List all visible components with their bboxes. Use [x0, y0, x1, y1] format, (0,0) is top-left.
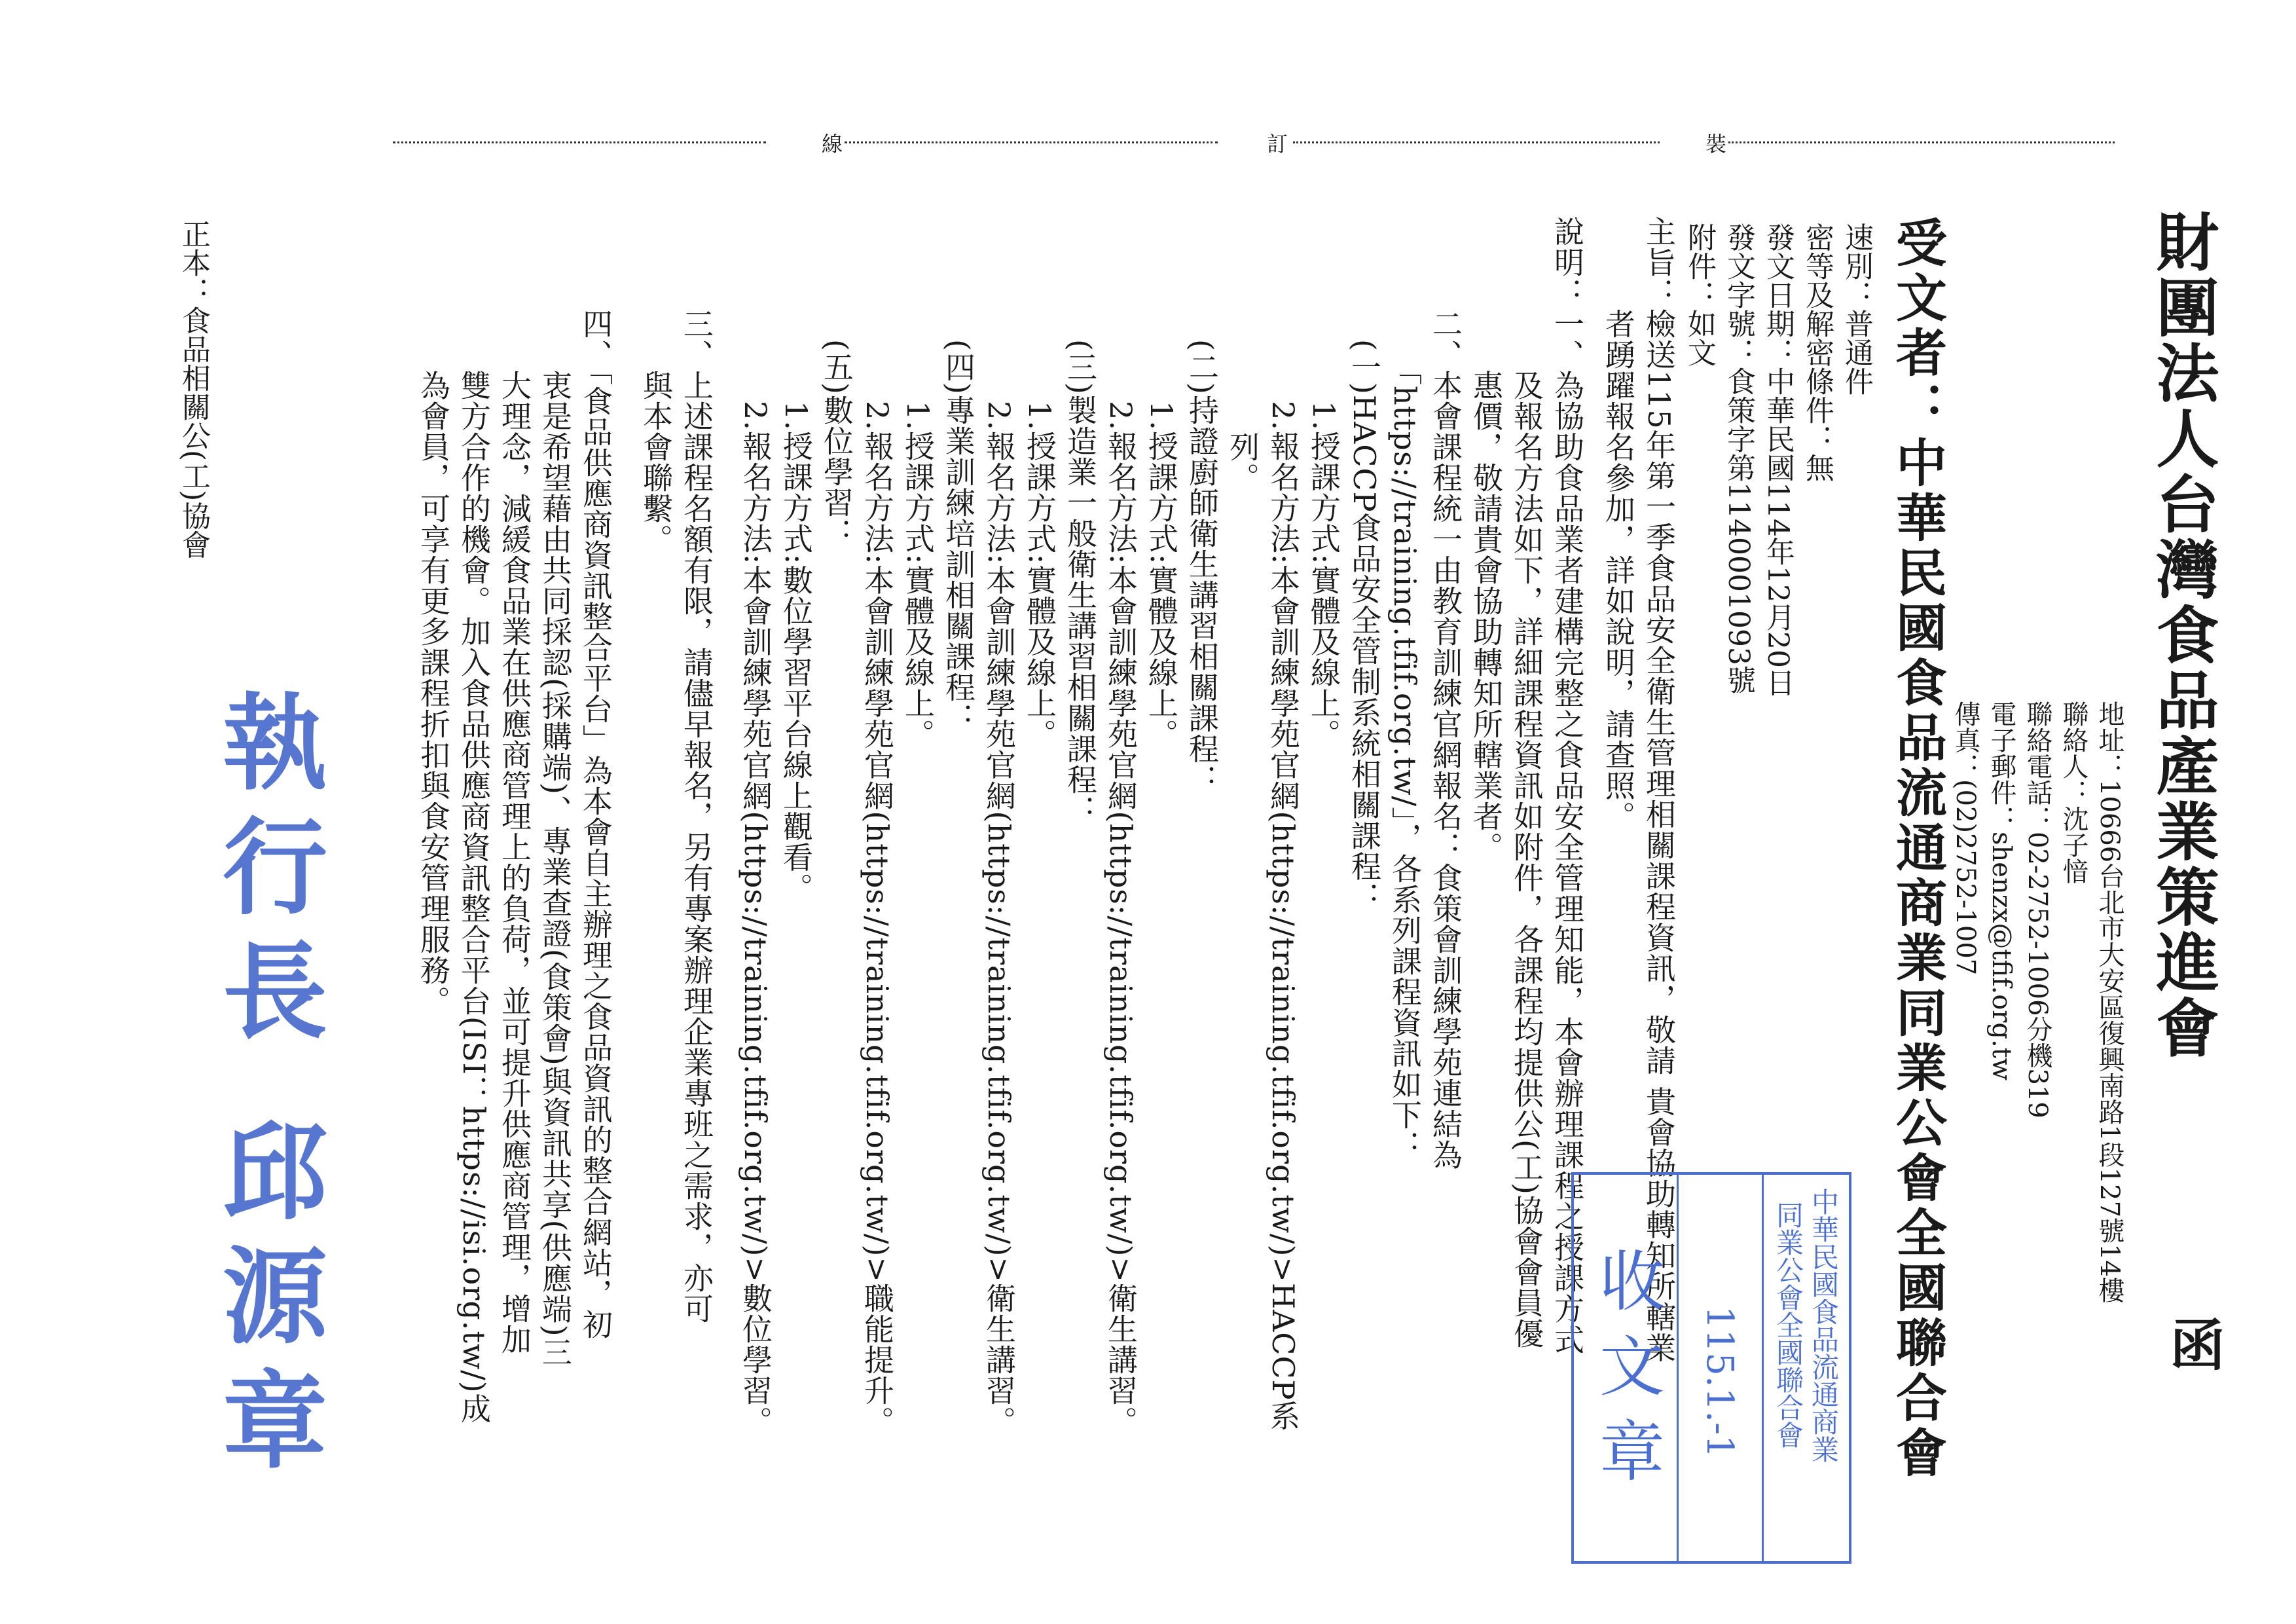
- meta-secret: 密等及解密條件：無: [1800, 223, 1834, 482]
- receipt-stamp-org-line2: 同業公會全國聯合會: [1772, 1201, 1804, 1449]
- contact-person: 聯絡人：沈子愔: [2058, 701, 2088, 884]
- meta-date: 發文日期：中華民國114年12月20日: [1761, 223, 1795, 697]
- contact-email: 電子郵件：shenzx@tfif.org.tw: [1986, 701, 2016, 1081]
- binding-label-zhuang: 裝: [1705, 132, 1727, 157]
- signature: 執行長 邱源章: [205, 688, 328, 1490]
- explanation-line: 1.授課方式:實體及線上。: [1144, 216, 1179, 750]
- contact-phone: 聯絡電話：02-2752-1006分機319: [2022, 701, 2052, 1118]
- binding-dots-3: [1293, 141, 1660, 143]
- explanation-line: 雙方合作的機會。加入食品供應商資訊整合平台(ISI：https://isi.org.tw/)成: [456, 216, 492, 1424]
- explanation-line: 衷是希望藉由共同採認(採購端)、專業查證(食策會)與資訊共享(供應端)三: [538, 216, 573, 1368]
- explanation-line: 「https://training.tfif.org.tw/」，各系列課程資訊如下：: [1387, 216, 1423, 1162]
- explanation-line: 及報名方法如下，詳細課程資訊如附件，各課程均提供公(工)協會會員優: [1509, 216, 1544, 1349]
- explanation-line: 1.授課方式:實體及線上。: [1306, 216, 1341, 750]
- explanation-line: 2.報名方法:本會訓練學苑官網(https://training.tfif.org.tw/)>衛生講習。: [1103, 216, 1139, 1437]
- receipt-stamp-divider: [1677, 1175, 1679, 1561]
- explanation-line: (一)HACCP食品安全管制系統相關課程：: [1347, 216, 1382, 913]
- explanation-line: (三)製造業一般衛生講習相關課程：: [1063, 216, 1098, 826]
- explanation-line: 四、「食品供應商資訊整合平台」為本會自主辦理之食品資訊的整合網站，初: [578, 216, 613, 1340]
- receipt-stamp: [1571, 1172, 1851, 1564]
- binding-label-ding: 訂: [1267, 132, 1288, 157]
- explanation-line: 列。: [1225, 216, 1260, 493]
- binding-dots-1: [393, 141, 766, 143]
- receipt-stamp-label: 收文章: [1588, 1247, 1665, 1502]
- subject-line: 主旨：檢送115年第一季食品安全衛生管理相關課程資訊，敬請 貴會協助轉知所轄業: [1641, 216, 1677, 1363]
- explanation-line: (四)專業訓練培訓相關課程：: [941, 216, 976, 733]
- explanation-line: 說明：一、為協助食品業者建構完整之食品安全管理知能，本會辦理課程之授課方式: [1550, 216, 1585, 1355]
- binding-dots-4: [1728, 141, 2115, 143]
- explanation-line: 2.報名方法:本會訓練學苑官網(https://training.tfif.org.tw/)>數位學習。: [738, 216, 773, 1437]
- explanation-line: (二)持證廚師衛生講習相關課程：: [1184, 216, 1220, 795]
- recipient: 受文者：中華民國食品流通商業同業公會全國聯合會: [1887, 216, 1947, 1481]
- binding-dots-2: [845, 141, 1218, 143]
- explanation-line: 2.報名方法:本會訓練學苑官網(https://training.tfif.org.tw/)>衛生講習。: [981, 216, 1017, 1437]
- meta-speed: 速別：普通件: [1840, 223, 1873, 396]
- contact-address: 地址：10666台北市大安區復興南路1段127號14樓: [2094, 701, 2124, 1303]
- receipt-stamp-org-line1: 中華民國食品流通商業: [1808, 1188, 1840, 1463]
- explanation-line: 1.授課方式:數位學習平台線上觀看。: [778, 216, 814, 904]
- receipt-stamp-divider: [1762, 1175, 1764, 1561]
- subject-line: 者踴躍報名參加，詳如說明，請查照。: [1601, 216, 1636, 832]
- explanation-line: (五)數位學習：: [819, 216, 854, 549]
- explanation-line: 大理念，減緩食品業在供應商管理上的負荷，並可提升供應商管理，增加: [497, 216, 532, 1355]
- meta-attachment: 附件：如文: [1683, 223, 1716, 367]
- receipt-stamp-date: 115.1.-1: [1698, 1306, 1741, 1458]
- document-type: 函: [2161, 1316, 2226, 1375]
- explanation-line: 三、上述課程名額有限，請儘早報名，另有專案辦理企業專班之需求，亦可: [679, 216, 714, 1324]
- explanation-line: 1.授課方式:實體及線上。: [900, 216, 936, 750]
- explanation-line: 1.授課方式:實體及線上。: [1022, 216, 1057, 750]
- contact-fax: 傳真：(02)2752-1007: [1950, 701, 1980, 976]
- meta-number: 發文字號：食策字第1140001093號: [1722, 223, 1755, 694]
- binding-label-xian: 線: [822, 132, 843, 157]
- explanation-line: 為會員，可享有更多課程折扣與食安管理服務。: [416, 216, 451, 1016]
- copy-to: 正本：食品相關公(工)協會: [177, 219, 210, 559]
- explanation-line: 與本會聯繫。: [638, 216, 674, 555]
- explanation-line: 二、本會課程統一由教育訓練官網報名：食策會訓練學苑連結為: [1428, 216, 1463, 1170]
- explanation-line: 2.報名方法:本會訓練學苑官網(https://training.tfif.org.tw/)>HACCP系: [1266, 216, 1301, 1431]
- explanation-line: 2.報名方法:本會訓練學苑官網(https://training.tfif.org.tw/)>職能提升。: [860, 216, 895, 1437]
- explanation-line: 惠價，敬請貴會協助轉知所轄業者。: [1468, 216, 1504, 862]
- sender-title: 財團法人台灣食品產業策進會: [2146, 210, 2220, 1061]
